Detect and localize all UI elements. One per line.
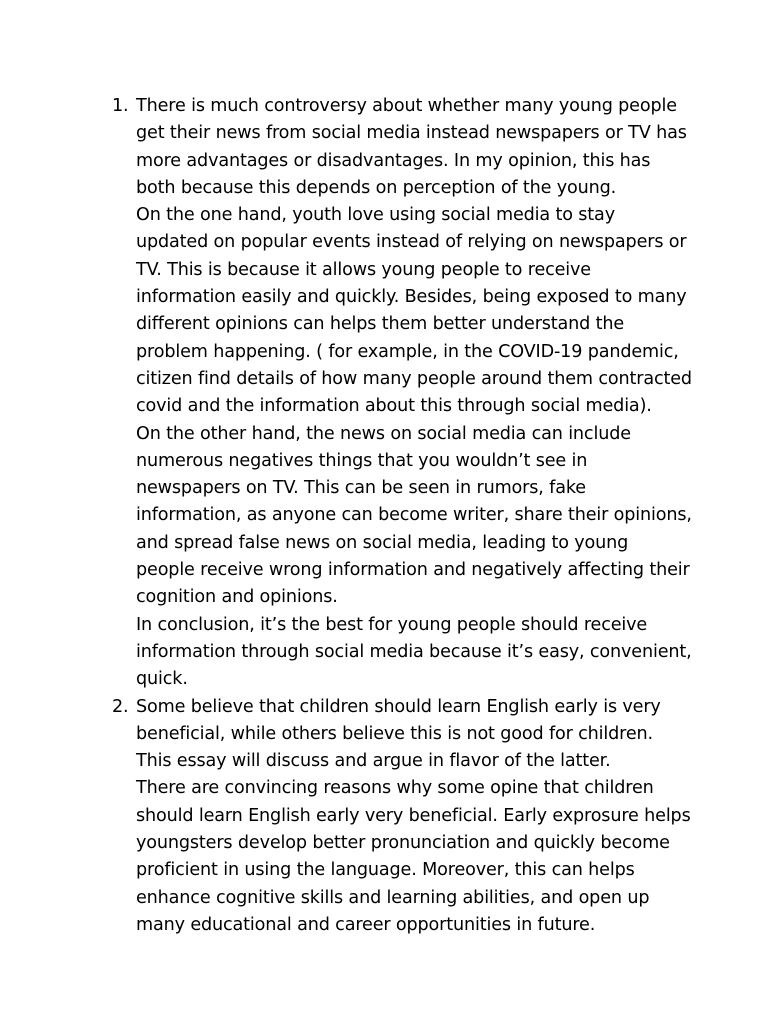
paragraph: There is much controversy about whether many young people get their news from social media instead newspapers or TV has more advantages or disadvantages. In my opinion, this has both because this depends on perception of the young. <box>136 96 687 198</box>
paragraph: There are convincing reasons why some opine that children should learn English early very beneficial. Early exprosure helps youngsters develop better pronunciation and quickly become proficient in using the language. Moreover, this can helps enhance cognitive skills and learning abilities, and open up many educational and career opportunities in future. <box>136 778 691 935</box>
paragraph: In conclusion, it’s the best for young people should receive information through social media because it’s easy, convenient, quick. <box>136 614 692 690</box>
essay-list <box>112 93 692 939</box>
list-item <box>112 694 692 940</box>
list-number: 1. <box>112 96 129 116</box>
paragraph: On the other hand, the news on social media can include numerous negatives things that you wouldn’t see in newspapers on TV. This can be seen in rumors, fake information, as anyone can become writer, share their opinions, and spread false news on social media, leading to young people receive wrong information and negatively affecting their cognition and opinions. <box>136 423 692 608</box>
paragraph: Some believe that children should learn English early is very beneficial, while others believe this is not good for children. This essay will discuss and argue in flavor of the latter. <box>136 696 661 772</box>
list-number: 2. <box>112 696 129 717</box>
list-item <box>112 93 692 694</box>
paragraph: On the one hand, youth love using social media to stay updated on popular events instead of relying on newspapers or TV. This is because it allows young people to receive information easily and quickly. Besides, being exposed to many different opinions can helps them better understand the problem happening. ( for example, in the COVID-19 pandemic, citizen find details of how many people around them contracted covid and the information about this through social media). <box>136 205 692 417</box>
